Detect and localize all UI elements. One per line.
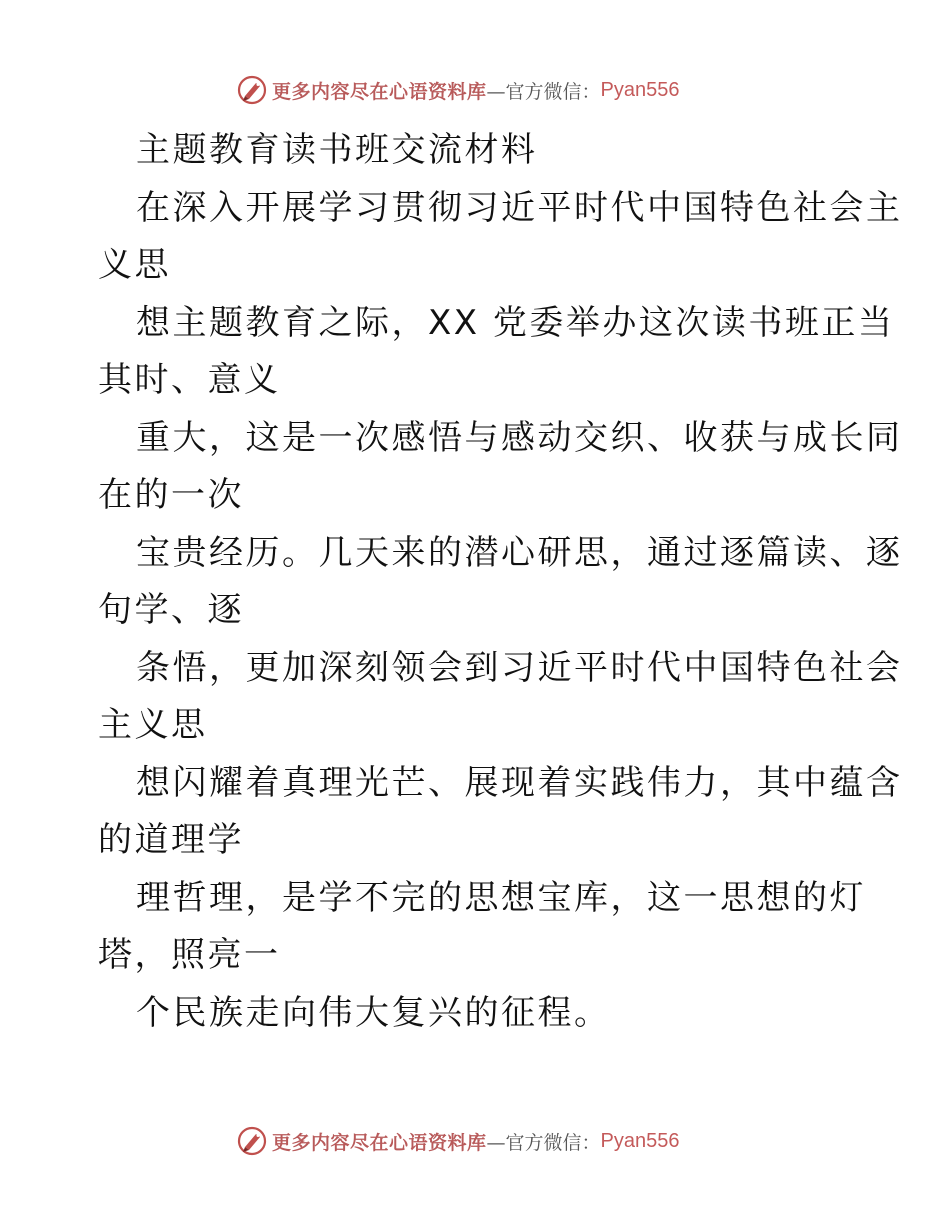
text-line: 其时、意义 (98, 360, 281, 400)
text-line: 的道理学 (98, 820, 244, 860)
text-line: 理哲理，是学不完的思想宝库，这一思想的灯 (136, 877, 866, 918)
text-line: 塔，照亮一 (98, 935, 281, 975)
watermark-wechat-id: Pyan556 (600, 1129, 680, 1152)
text-line: 在深入开展学习贯彻习近平时代中国特色社会主 (136, 187, 903, 228)
document-body (98, 122, 903, 1042)
watermark-separator-text: —官方微信： (486, 1131, 601, 1154)
header-watermark (236, 72, 680, 108)
watermark-main-text: 更多内容尽在心语资料库 (272, 80, 487, 103)
watermark-separator-text: —官方微信： (486, 80, 601, 103)
text-line: 个民族走向伟大复兴的征程。 (136, 992, 611, 1033)
text-line: 义思 (98, 245, 171, 285)
text-line: 在的一次 (98, 475, 244, 515)
text-line: 宝贵经历。几天来的潜心研思，通过逐篇读、逐 (136, 532, 903, 573)
footer-watermark (236, 1123, 680, 1159)
text-line: 重大，这是一次感悟与感动交织、收获与成长同 (136, 417, 903, 458)
text-line: 想主题教育之际，XX 党委举办这次读书班正当 (136, 302, 895, 343)
text-line: 想闪耀着真理光芒、展现着实践伟力，其中蕴含 (136, 762, 903, 803)
pen-logo-icon (236, 1125, 268, 1157)
watermark-main-text: 更多内容尽在心语资料库 (272, 1131, 487, 1154)
pen-logo-icon (236, 74, 268, 106)
document-title: 主题教育读书班交流材料 (136, 130, 538, 170)
text-line: 句学、逐 (98, 590, 244, 630)
text-line: 条悟，更加深刻领会到习近平时代中国特色社会 (136, 647, 903, 688)
text-line: 主义思 (98, 705, 208, 745)
watermark-wechat-id: Pyan556 (600, 78, 680, 101)
